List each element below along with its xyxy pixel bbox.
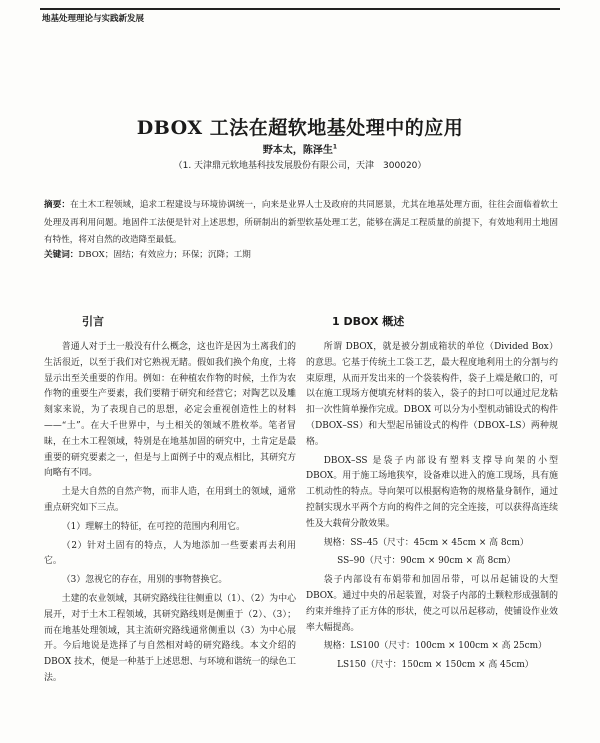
keywords-label: 关键词：: [44, 250, 79, 260]
author-names: 野本太，陈泽生: [262, 145, 333, 156]
journal-header: 地基处理理论与实践新发展: [42, 14, 145, 24]
paper-title: DBOX 工法在超软地基处理中的应用: [136, 117, 464, 139]
abstract-label: 摘要：: [44, 200, 71, 210]
section-heading-intro: 引言: [82, 315, 104, 328]
abstract: [44, 197, 558, 250]
intro-list-item: （3）忽视它的存在，用别的事物替换它。: [61, 575, 228, 586]
header-rule: [40, 8, 560, 10]
keywords-text: DBOX；固结；有效应力；环保；沉降；工期: [78, 250, 251, 260]
intro-paragraph: 土建的农业领域，其研究路线往往侧重以（1）、（2）为中心展开，对于土木工程领域，其研究路线则是侧重于（2）、（3）；而在地基处理领域，其主流研究路线通常侧重以（3）为中心展开。今后地说是选择了与自然相对峙的研究路线。本文介绍的 DBOX 技术，便是一种基于上述思想、与环境和谐统一的绿色工法。: [44, 593, 296, 683]
right-column: [306, 340, 558, 677]
keywords: [44, 247, 558, 264]
section-heading-overview: 1 DBOX 概述: [332, 315, 405, 328]
spec-line: LS150（尺寸：150cm × 150cm × 高 45cm）: [337, 660, 534, 671]
affiliation: （1. 天津鼎元软地基科技发展股份有限公司，天津 300020）: [173, 161, 427, 171]
intro-list-item: （1）理解土的特征，在可控的范围内利用它。: [61, 521, 245, 532]
author-affiliation-mark: 1: [332, 143, 338, 151]
overview-paragraph: 所谓 DBOX，就是被分割成箱状的单位（Divided Box）的意思。它基于传统土工袋工艺，最大程度地利用土的分割与约束原理，从而开发出来的一个袋装构件，袋子上端是敞口的，可以在施工现场方便填充材料的装入，袋子的封口可以通过尼龙粘扣一次性简单操作完成。DBOX 可以分为小型机动铺设式的构件（DBOX–SS）和大型起吊铺设式的构件（DBOX–LS）两种规格。: [306, 342, 558, 447]
overview-paragraph: DBOX–SS 是袋子内部设有塑料支撑导向架的小型 DBOX。用于施工场地狭窄，设备难以进入的施工现场，具有施工机动性的特点。导向架可以根据构造物的规格量身制作，通过控制实现水平两个方向的构件之间的完全连接，可以获得高连续性及大载荷分散效果。: [306, 455, 558, 529]
authors: [0, 141, 600, 156]
abstract-text: 在土木工程领域，追求工程建设与环境协调统一，向来是业界人士及政府的共同愿景，尤其在地基处理方面，往往会面临着软土处理及再利用问题。地固件工法便是针对上述思想，所研制出的新型软基处理工艺，能够在满足工程质量的前提下，有效地利用土地固有特性，将对自然的改造降至最低。: [44, 200, 558, 246]
intro-paragraph: 土是大自然的自然产物，而非人造，在用到土的领域，通常重点研究如下三点。: [44, 487, 296, 513]
intro-paragraph: 普通人对于土一般没有什么概念，这也许是因为土离我们的生活很近，以至于我们对它熟视无睹。假如我们换个角度，土将显示出至关重要的作用。例如：在种植农作物的时候，土作为农作物的重要生产要素，我们要精于研究和经营它；对陶艺以及雕刻家来说，为了表现自己的思想，必定会重视创造性上的材料——“土”。在大千世界中，与土相关的领域不胜枚举。笔者冒昧，在土木工程领域，特别是在地基加固的研究中，土肯定是最重要的研究要素之一，但是与上面例子中的观点相比，其研究方向略有不同。: [44, 342, 296, 479]
left-column: [44, 340, 296, 690]
intro-list-item: （2）针对土固有的特点，人为地添加一些要素再去利用它。: [44, 540, 296, 567]
overview-paragraph: 袋子内部设有布娟带和加固吊带，可以吊起铺设的大型 DBOX。通过中央的吊起装置，对袋子内部的土颗粒形成强制的约束并维持了正方体的形状，使之可以吊起移动，使铺设作业效率大幅提高。: [306, 575, 558, 633]
spec-line: SS–90（尺寸：90cm × 90cm × 高 8cm）: [337, 556, 516, 567]
spec-line: 规格：SS–45（尺寸：45cm × 45cm × 高 8cm）: [323, 537, 529, 548]
spec-line: 规格：LS100（尺寸：100cm × 100cm × 高 25cm）: [323, 641, 547, 652]
running-header: [40, 8, 560, 22]
